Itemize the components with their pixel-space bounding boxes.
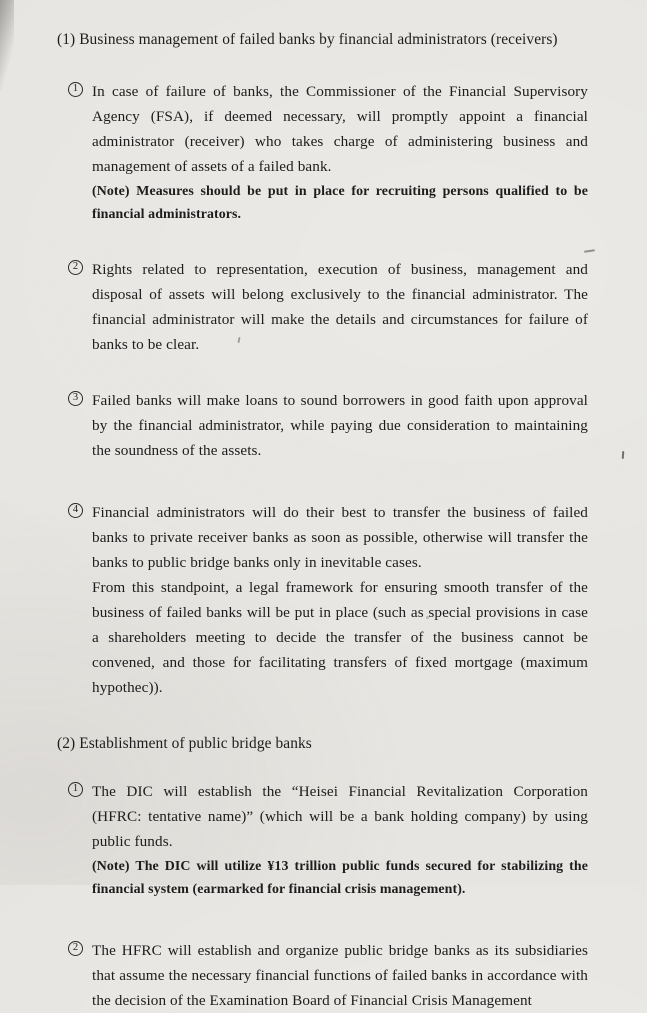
circled-number-marker: 2 [68, 941, 83, 956]
item-paragraph: In case of failure of banks, the Commissioner of the Financial Supervisory Agency (FSA), if deemed necessary, will promptly appoint a financial administrator (receiver) who takes charge of administering business and management of assets of a failed bank. [92, 83, 588, 175]
list-item [68, 388, 588, 463]
circled-number-marker: 4 [68, 503, 83, 518]
section-public-bridge-banks [57, 731, 588, 1013]
section-heading: (1) Business management of failed banks by financial administrators (receivers) [57, 31, 558, 48]
item-paragraph: The DIC will establish the “Heisei Financial Revitalization Corporation (HFRC: tentative name)” (which will be a bank holding company) by using public funds. [92, 783, 588, 850]
circled-number-marker: 2 [68, 260, 83, 275]
item-paragraph: Failed banks will make loans to sound borrowers in good faith upon approval by the financial administrator, while paying due consideration to maintaining the soundness of the assets. [92, 392, 588, 459]
item-paragraph: From this standpoint, a legal framework for ensuring smooth transfer of the business of failed banks will be put in place (such as special provisions in case a shareholders meeting to decide the transfer of the business cannot be convened, and those for facilitating transfers of fixed mortgage (maximum hypothec)). [92, 579, 588, 696]
circled-number-marker: 1 [68, 82, 83, 97]
circled-number-marker: 1 [68, 782, 83, 797]
section-items [57, 79, 588, 700]
section-items [57, 779, 588, 1013]
item-paragraph: Rights related to representation, execution of business, management and disposal of assets will belong exclusively to the financial administrator. The financial administrator will make the details and circumstances for failure of banks to be clear. [92, 261, 588, 353]
item-paragraph: The HFRC will establish and organize public bridge banks as its subsidiaries that assume the necessary financial functions of failed banks in accordance with the decision of the Examination Board of Financial Crisis Management [92, 942, 588, 1009]
list-item [68, 79, 588, 226]
item-note: (Note) Measures should be put in place for recruiting persons qualified to be financial administrators. [92, 184, 588, 222]
section-heading: (2) Establishment of public bridge banks [57, 735, 312, 752]
list-item [68, 500, 588, 700]
list-item [68, 938, 588, 1013]
item-note: (Note) The DIC will utilize ¥13 trillion public funds secured for stabilizing the financial system (earmarked for financial crisis management). [92, 859, 588, 897]
list-item [68, 257, 588, 357]
circled-number-marker: 3 [68, 391, 83, 406]
list-item [68, 779, 588, 901]
section-failed-bank-management [57, 27, 588, 700]
item-paragraph: Financial administrators will do their best to transfer the business of failed banks to private receiver banks as soon as possible, otherwise will transfer the banks to public bridge banks only in inevitable cases. [92, 504, 588, 571]
